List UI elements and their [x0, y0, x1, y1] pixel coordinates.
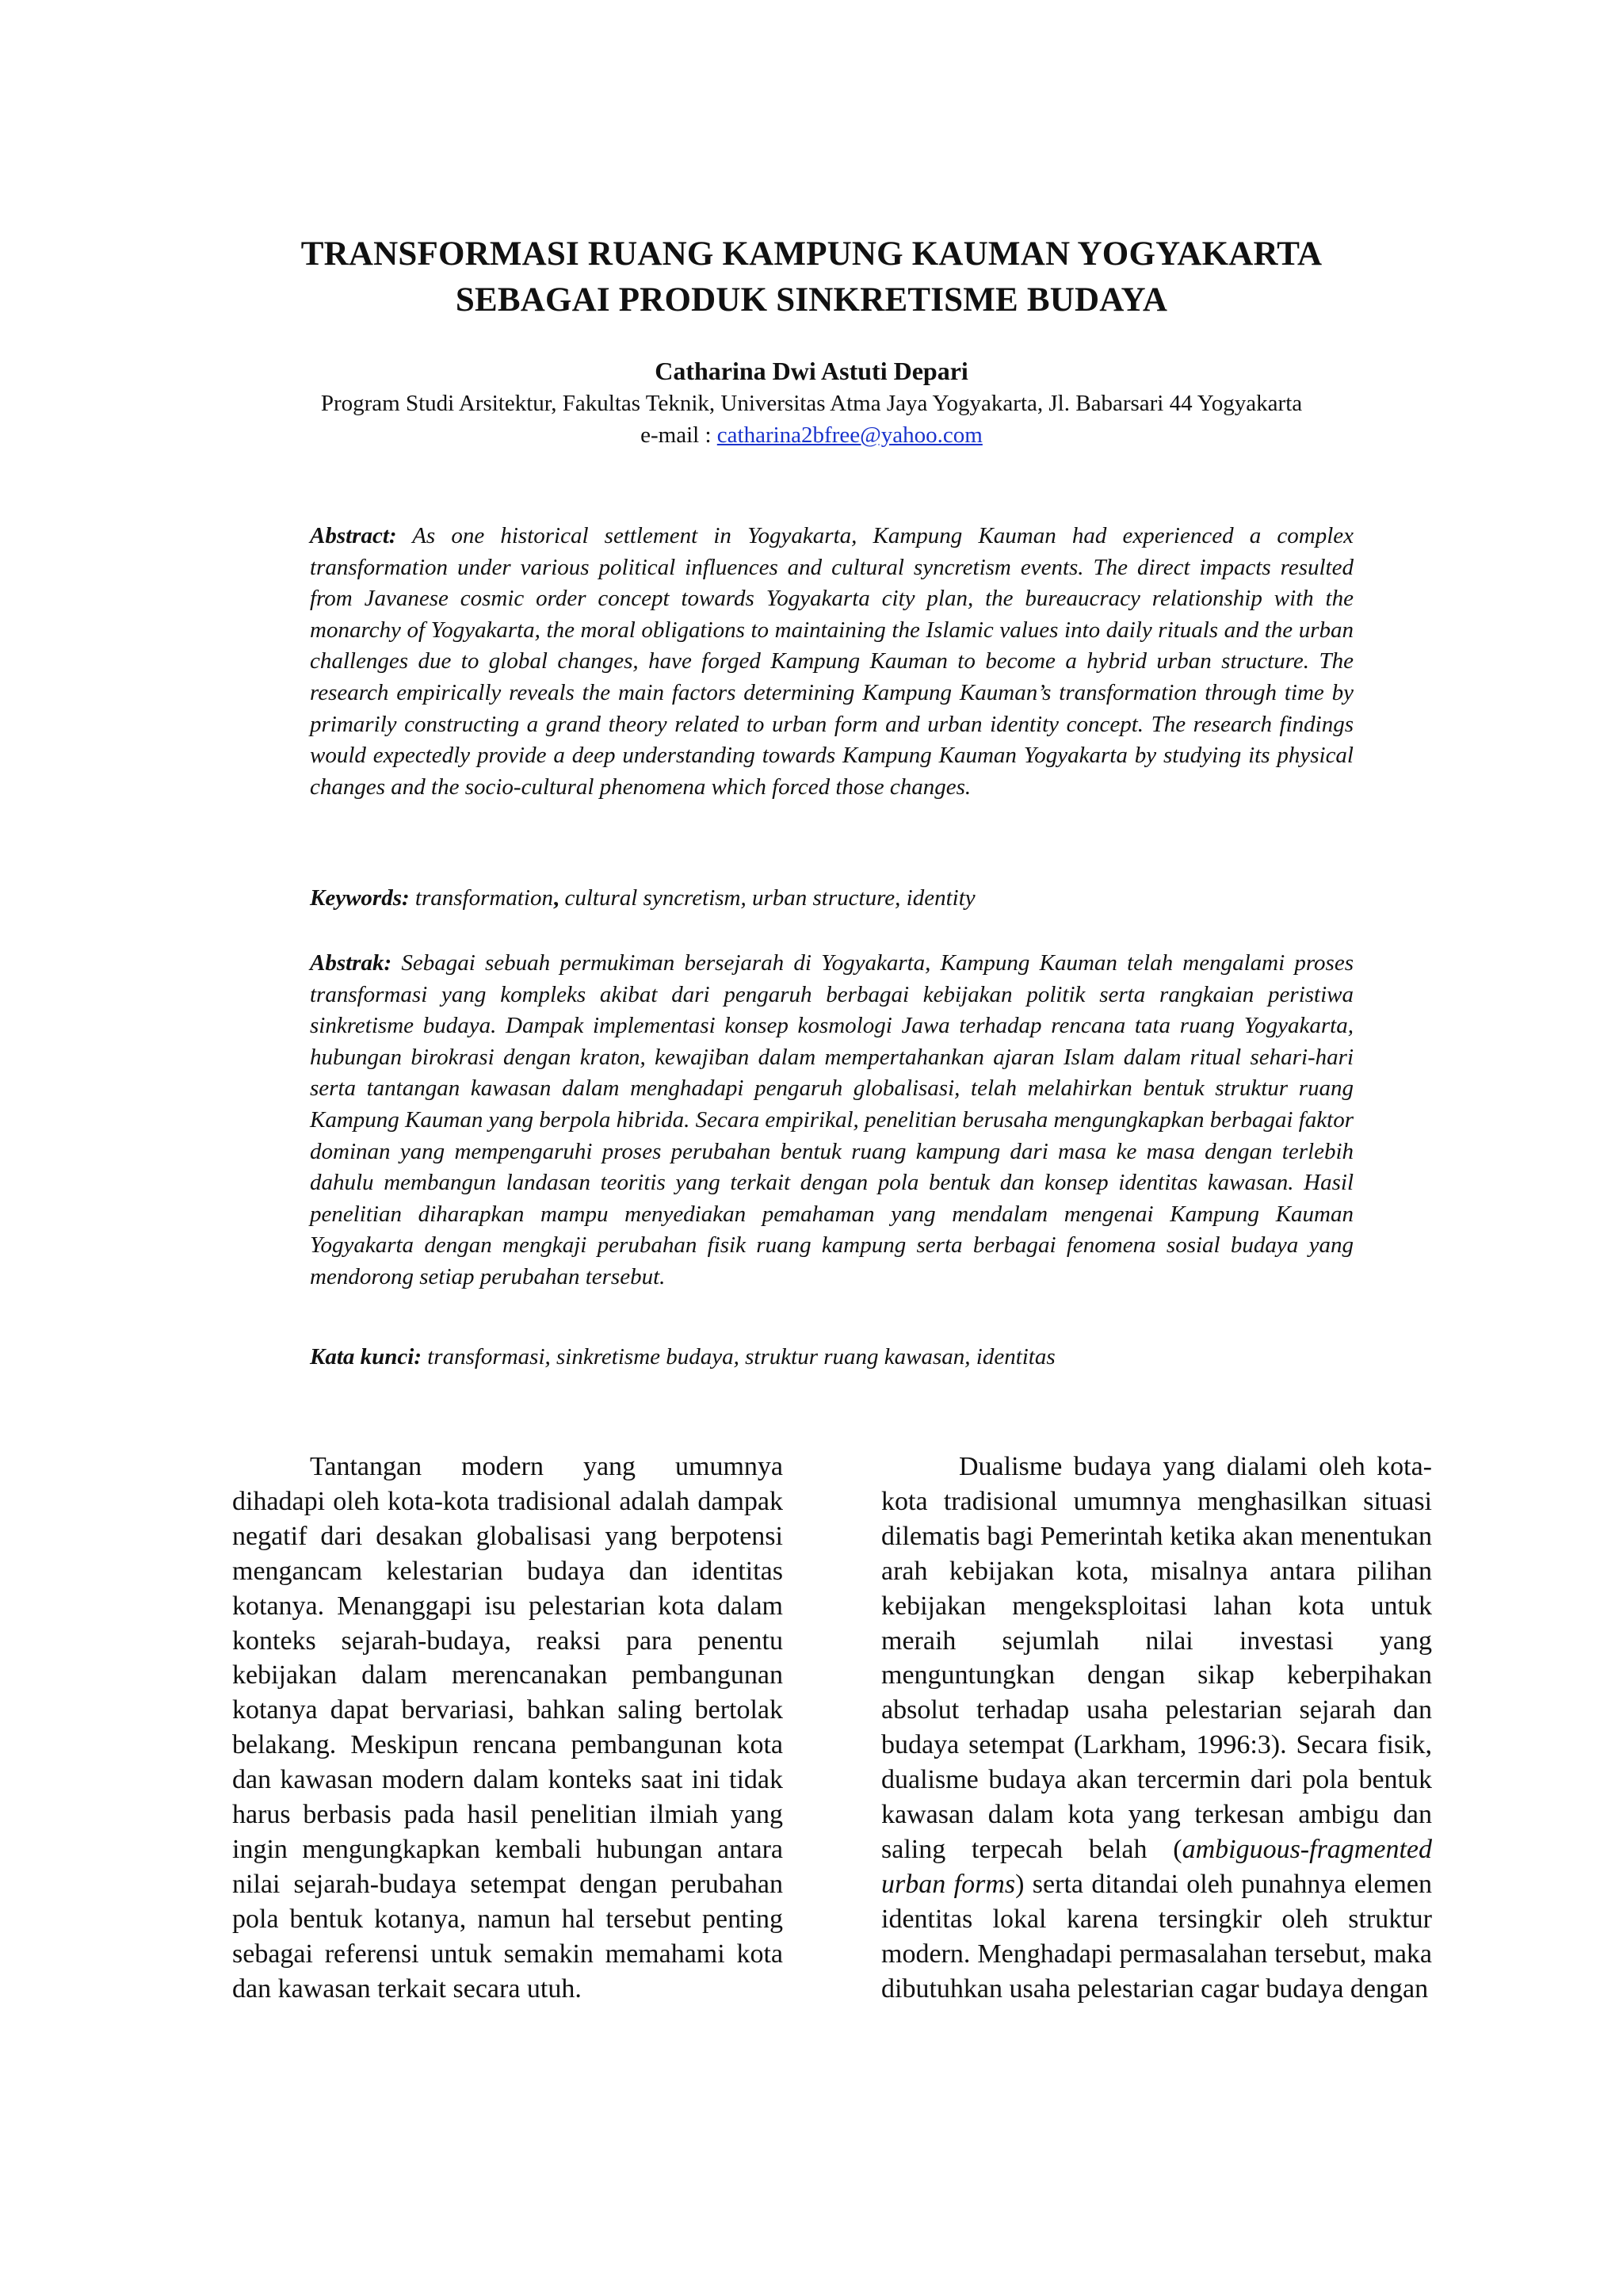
keywords-english-label: Keywords:: [310, 885, 410, 911]
keywords-english: [310, 883, 1354, 915]
abstract-english-text: As one historical settlement in Yogyakarta, Kampung Kauman had experienced a complex transformation under various political influences and cultural syncretism events. The direct impacts resulted from Javanese cosmic order concept towards Yogyakarta city plan, the bureaucracy relationship with the monarchy of Yogyakarta, the moral obligations to maintaining the Islamic values into daily rituals and the urban challenges due to global changes, have forged Kampung Kauman to become a hybrid urban structure. The research empirically reveals the main factors determining Kampung Kauman’s transformation through time by primarily constructing a grand theory related to urban form and urban identity concept. The research findings would expectedly provide a deep understanding towards Kampung Kauman Yogyakarta by studying its physical changes and the socio-cultural phenomena which forced those changes.: [310, 523, 1354, 800]
body-right-text-2: ) serta ditandai oleh punahnya elemen identitas lokal karena tersingkir oleh struktur modern. Menghadapi permasalahan tersebut, maka dibutuhkan usaha pelestarian cagar budaya dengan: [881, 1869, 1432, 2004]
abstract-indonesian-text: Sebagai sebuah permukiman bersejarah di Yogyakarta, Kampung Kauman telah mengalami proses transformasi yang kompleks akibat dari pengaruh berbagai kebijakan politik serta rangkaian peristiwa sinkretisme budaya. Dampak implementasi konsep kosmologi Jawa terhadap rencana tata ruang Yogyakarta, hubungan birokrasi dengan kraton, kewajiban dalam mempertahankan ajaran Islam dalam ritual sehari-hari serta tantangan kawasan dalam menghadapi pengaruh globalisasi, telah melahirkan bentuk struktur ruang Kampung Kauman yang berpola hibrida. Secara empirikal, penelitian berusaha mengungkapkan berbagai faktor dominan yang mempengaruhi proses perubahan bentuk ruang kampung dari masa ke masa dengan terlebih dahulu membangun landasan teoritis yang terkait dengan pola bentuk dan konsep identitas kawasan. Hasil penelitian diharapkan mampu menyediakan pemahaman yang mendalam mengenai Kampung Kauman Yogyakarta dengan mengkaji perubahan fisik ruang kampung serta berbagai fenomena sosial budaya yang mendorong setiap perubahan tersebut.: [310, 950, 1354, 1289]
keywords-indonesian-label: Kata kunci:: [310, 1344, 422, 1370]
body-right-italic-term: ambiguous-fragmented urban forms: [881, 1834, 1432, 1899]
abstract-english-label: Abstract:: [310, 523, 397, 548]
author-email-line: [158, 420, 1465, 450]
email-link[interactable]: catharina2bfree@yahoo.com: [716, 422, 983, 448]
author-name: Catharina Dwi Astuti Depari: [655, 357, 968, 385]
email-label: e-mail :: [640, 422, 717, 448]
keywords-indonesian-text: transformasi, sinkretisme budaya, struktur ruang kawasan, identitas: [422, 1344, 1056, 1370]
abstract-indonesian-label: Abstrak:: [310, 950, 392, 976]
keywords-english-rest: cultural syncretism, urban structure, identity: [559, 885, 976, 911]
body-right-text-1: Dualisme budaya yang dialami oleh kota-kota tradisional umumnya menghasilkan situasi dilematis bagi Pemerintah ketika akan menentukan arah kebijakan kota, misalnya antara pilihan kebijakan mengeksploitasi lahan kota untuk meraih sejumlah nilai investasi yang menguntungkan dengan sikap keberpihakan absolut terhadap usaha pelestarian sejarah dan budaya setempat (Larkham, 1996:3). Secara fisik, dualisme budaya akan tercermin dari pola bentuk kawasan dalam kota yang terkesan ambigu dan saling terpecah belah (: [881, 1452, 1432, 1864]
abstract-english: [310, 521, 1354, 803]
abstract-indonesian: [310, 948, 1354, 1293]
author-affiliation: Program Studi Arsitektur, Fakultas Teknik, Universitas Atma Jaya Yogyakarta, Jl. Babarsari 44 Yogyakarta: [320, 391, 1303, 416]
keywords-english-separator: ,: [552, 885, 559, 911]
body-column-left: Tantangan modern yang umumnya dihadapi oleh kota-kota tradisional adalah dampak negatif dari desakan globalisasi yang berpotensi mengancam kelestarian budaya dan identitas kotanya. Menanggapi isu pelestarian kota dalam konteks sejarah-budaya, reaksi para penentu kebijakan dalam merencanakan pembangunan kotanya dapat bervariasi, bahkan saling bertolak belakang. Meskipun rencana pembangunan kota dan kawasan modern dalam konteks saat ini tidak harus berbasis pada hasil penelitian ilmiah yang ingin mengungkapkan kembali hubungan antara nilai sejarah-budaya setempat dengan perubahan pola bentuk kotanya, namun hal tersebut penting sebagai referensi untuk semakin memahami kota dan kawasan terkait secara utuh.: [232, 1452, 783, 2004]
paper-title-line-1: TRANSFORMASI RUANG KAMPUNG KAUMAN YOGYAKARTA: [300, 235, 1323, 273]
keywords-english-first: transformation: [414, 885, 553, 911]
body-column-right: [881, 1450, 1432, 2007]
keywords-indonesian: [310, 1342, 1354, 1373]
paper-title: [158, 231, 1465, 323]
paper-title-line-2: SEBAGAI PRODUK SINKRETISME BUDAYA: [455, 281, 1168, 319]
